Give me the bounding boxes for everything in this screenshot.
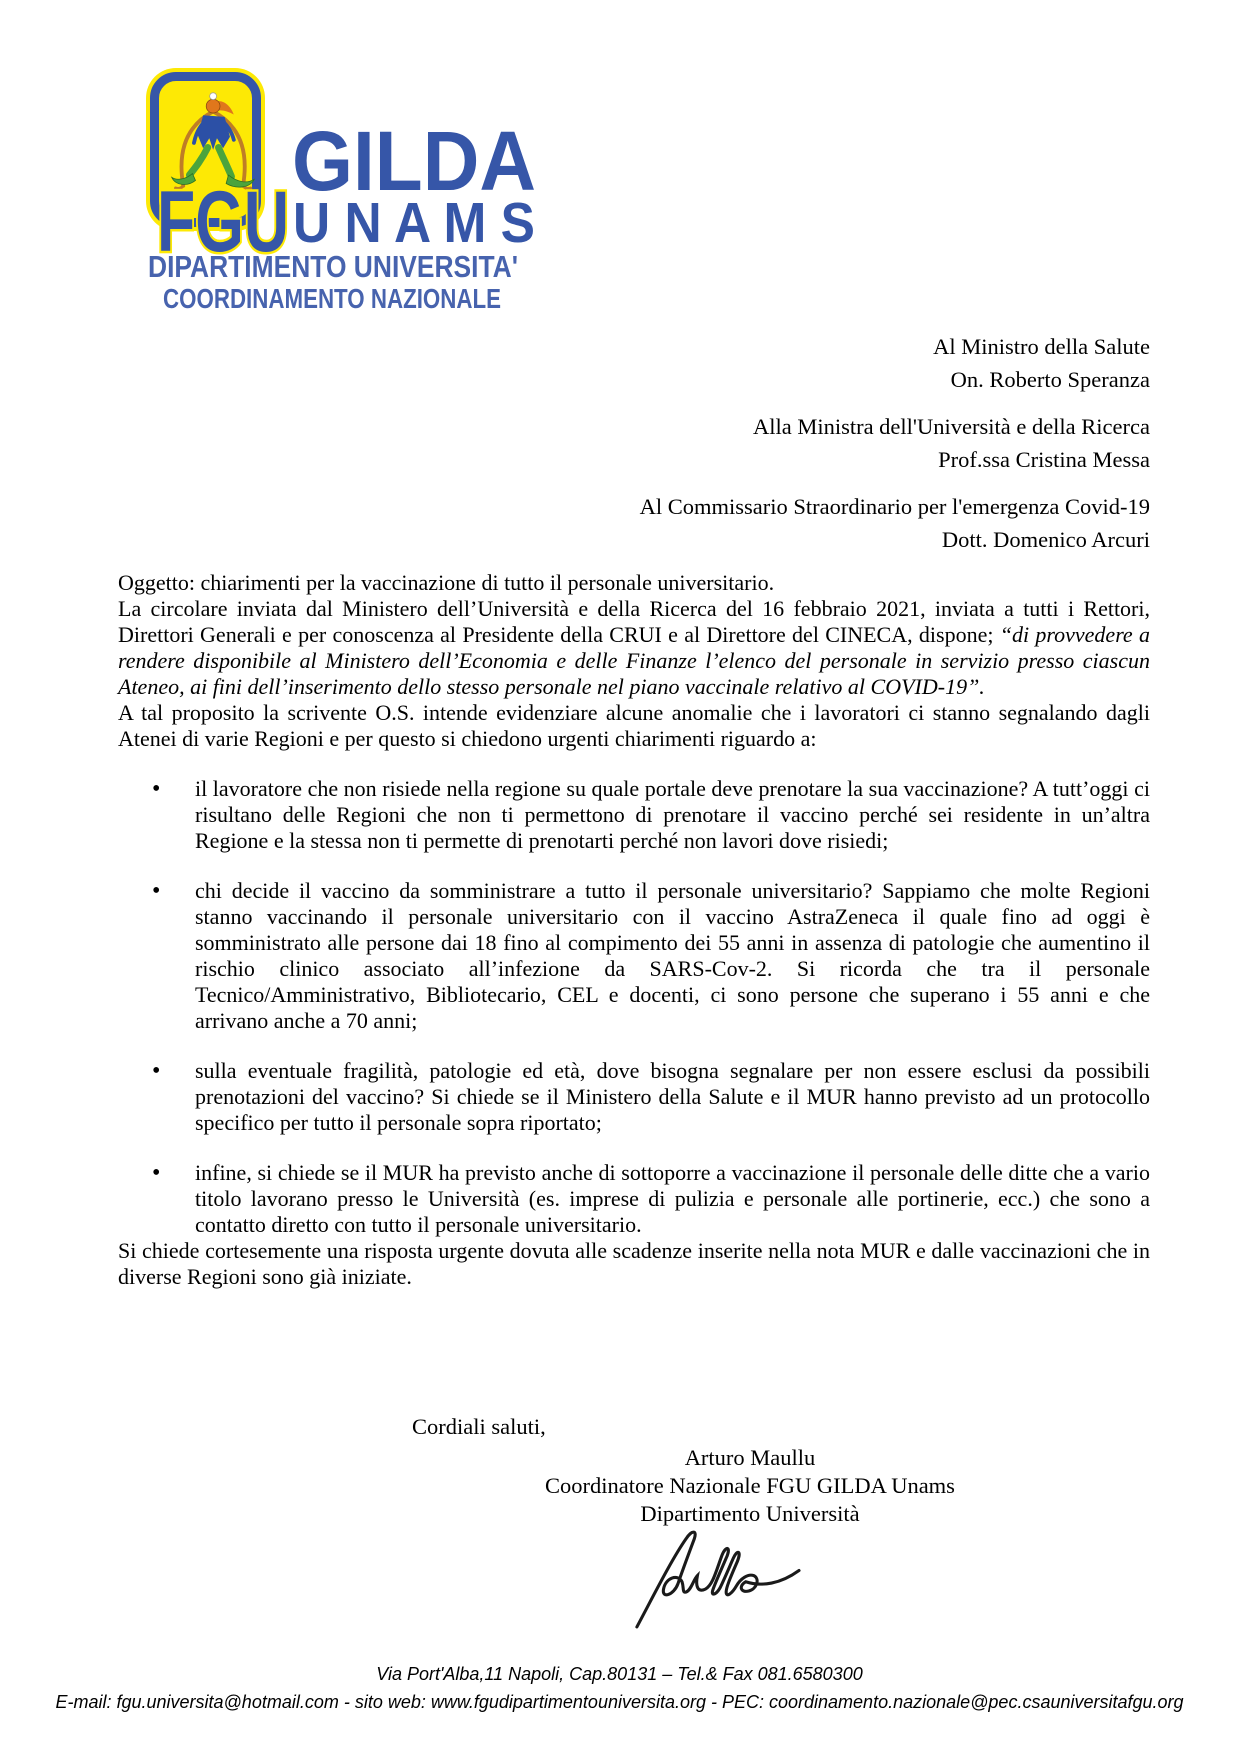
logo-wordmark bbox=[130, 60, 560, 320]
handwritten-signature-icon bbox=[620, 1512, 820, 1630]
fgu-acronym-text: FGU bbox=[157, 174, 289, 270]
dept-line-2: COORDINAMENTO NAZIONALE bbox=[163, 283, 501, 314]
signer-name: Arturo Maullu bbox=[684, 1445, 816, 1470]
paragraph-circolare bbox=[118, 596, 1150, 700]
footer-address: Via Port'Alba,11 Napoli, Cap.80131 – Tel.& Fax 081.6580300 bbox=[376, 1664, 863, 1684]
paragraph-circolare-quote: “di provvedere a rendere disponibile al Ministero dell’Economia e delle Finanze l’elenco del personale in servizio presso ciascun Ateneo, ai fini dell’inserimento dello stesso personale nel piano vaccinale relativo al COVID-19”. bbox=[118, 622, 1150, 699]
dept-line-1: DIPARTIMENTO UNIVERSITA' bbox=[148, 249, 518, 284]
list-item-vaccino: • chi decide il vaccino da somministrare a tutto il personale universitario? Sappiamo che molte Regioni stanno vaccinando il personale universitario con il vaccino AstraZeneca il quale fino ad oggi è somministrato alle persone dai 18 fino al compimento dei 55 anni in assenza di patologie che aumentino il rischio clinico associato all’infezione da SARS-Cov-2. Si ricorda che tra il personale Tecnico/Amministrativo, Bibliotecario, CEL e docenti, ci sono persone che superano i 55 anni e che arrivano anche a 70 anni; bbox=[118, 878, 1150, 1034]
recipient-line: Alla Ministra dell'Università e della Ricerca bbox=[752, 414, 1150, 439]
signer-role: Coordinatore Nazionale FGU GILDA Unams bbox=[545, 1473, 955, 1498]
recipient-line: Al Ministro della Salute bbox=[933, 334, 1150, 359]
recipient-line: Dott. Domenico Arcuri bbox=[941, 527, 1150, 552]
question-list bbox=[118, 776, 1150, 1238]
recipients bbox=[118, 330, 1150, 570]
recipient-line: On. Roberto Speranza bbox=[950, 367, 1150, 392]
brand-unams: U N A M S bbox=[293, 191, 535, 255]
recipient-line: Al Commissario Straordinario per l'emergenza Covid-19 bbox=[639, 494, 1150, 519]
brand-gilda: GILDA bbox=[292, 114, 536, 208]
closing-paragraph: Si chiede cortesemente una risposta urgente dovuta alle scadenze inserite nella nota MUR e dalle vaccinazioni che in diverse Regioni sono già iniziate. bbox=[118, 1238, 1150, 1289]
list-item-ditte: • infine, si chiede se il MUR ha previsto anche di sottoporre a vaccinazione il personale delle ditte che a vario titolo lavorano presso le Università (es. imprese di pulizia e personale alle portinerie, ecc.) che sono a contatto diretto con tutto il personale universitario. bbox=[118, 1160, 1150, 1238]
letter-body bbox=[118, 570, 1150, 1290]
recipient-covid-commissioner bbox=[118, 490, 1150, 556]
signer-department: Dipartimento Università bbox=[640, 1501, 860, 1526]
list-item-portale: • il lavoratore che non risiede nella regione su quale portale deve prenotare la sua vaccinazione? A tutt’oggi ci risultano delle Regioni che non ti permettono di prenotare il vaccino perché sei residente in un’altra Regione e la stessa non ti permette di prenotarti perché non lavori dove risiedi; bbox=[118, 776, 1150, 854]
recipient-line: Prof.ssa Cristina Messa bbox=[938, 447, 1150, 472]
recipient-university-minister bbox=[118, 410, 1150, 476]
list-item-fragilita: • sulla eventuale fragilità, patologie ed età, dove bisogna segnalare per non essere esclusi da possibili prenotazioni del vaccino? Si chiede se il Ministero della Salute e il MUR hanno previsto ad un protocollo specifico per tutto il personale sopra riportato; bbox=[118, 1058, 1150, 1136]
paragraph-anomalie: A tal proposito la scrivente O.S. intende evidenziare alcune anomalie che i lavoratori ci stanno segnalando dagli Atenei di varie Regioni e per questo si chiedono urgenti chiarimenti riguardo a: bbox=[118, 700, 1150, 751]
footer-contacts: E-mail: fgu.universita@hotmail.com - sito web: www.fgudipartimentouniversita.org - PEC: coordinamento.nazionale@pec.csauniversitafgu.org bbox=[55, 1692, 1184, 1712]
letter-footer bbox=[0, 1660, 1239, 1716]
recipient-health-minister bbox=[118, 330, 1150, 396]
salutation: Cordiali saluti, bbox=[412, 1414, 546, 1439]
subject-line: Oggetto: chiarimenti per la vaccinazione di tutto il personale universitario. bbox=[118, 570, 775, 595]
paragraph-circolare-normal: La circolare inviata dal Ministero dell’Università e della Ricerca del 16 febbraio 2021, inviata a tutti i Rettori, Direttori Generali e per conoscenza al Presidente della CRUI e al Direttore del CINECA, dispone; bbox=[118, 596, 1150, 647]
